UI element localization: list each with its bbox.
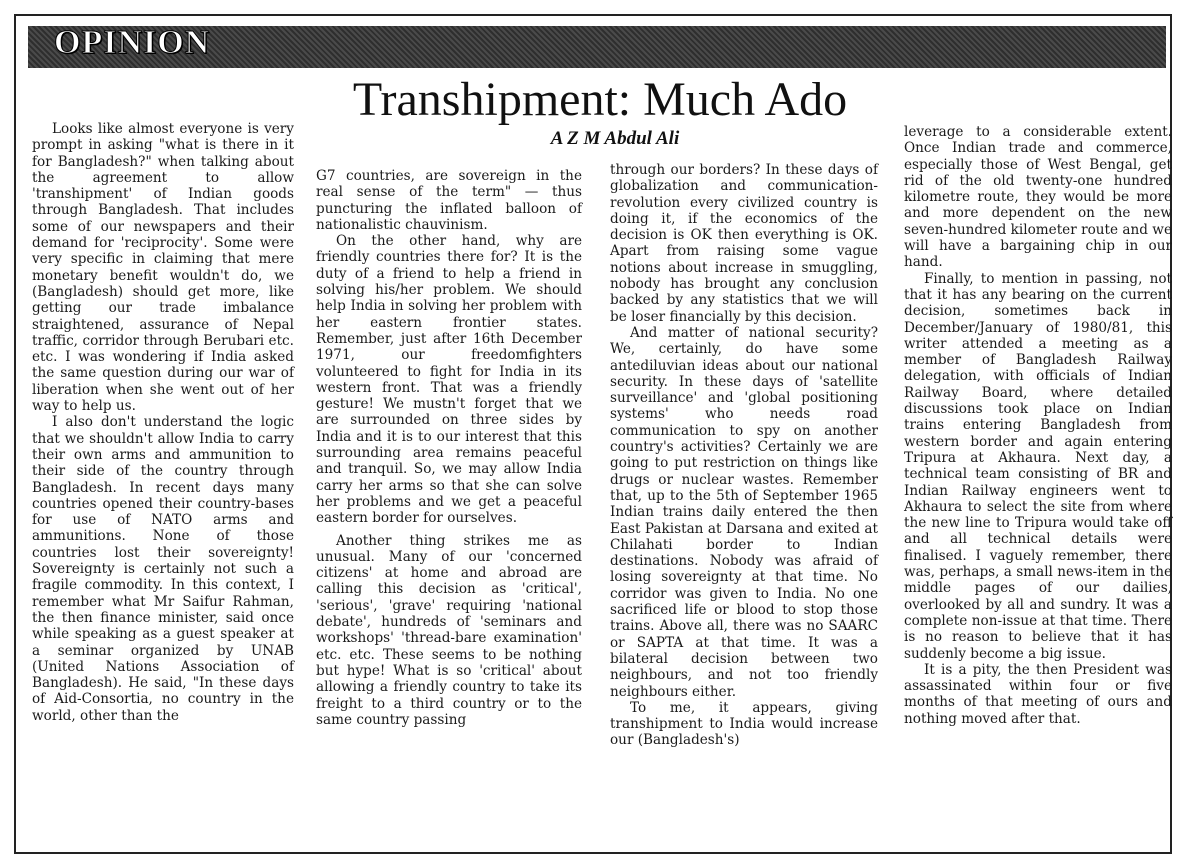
article-headline: Transhipment: Much Ado [352, 73, 848, 126]
paragraph: leverage to a considerable extent. Once Indian trade and commerce, especially those of West Bengal, get rid of the old twenty-one hundred kilometre route, they would be more and more dependent on the new seven-hundred kilometer route and we will have a bargaining chip in our hand. [904, 124, 1172, 271]
paragraph: On the other hand, why are friendly countries there for? It is the duty of a friend to help a friend in solving his/her problem. We should help India in solving her problem with her eastern frontier states. Remember, just after 16th December 1971, our freedomfighters volunteered to fight for India in its western front. That was a friendly gesture! We mustn't forget that we are surrounded on three sides by India and it is to our interest that this surrounding area remains peaceful and tranquil. So, we may allow India carry her arms so that she can solve her problems and we get a peaceful eastern border for ourselves. [316, 233, 582, 527]
text-column-1 [32, 121, 294, 724]
section-label: OPINION [54, 24, 211, 61]
text-column-2 [316, 168, 582, 728]
paragraph: I also don't understand the logic that we shouldn't allow India to carry their own arms and ammunition to their side of the country through Bangladesh. In recent days many countries opened their country-bases for use of NATO arms and ammunitions. None of those countries lost their sovereignty! Sovereignty is certainly not such a fragile commodity. In this context, I remember what Mr Saifur Rahman, the then finance minister, said once while speaking as a guest speaker at a seminar organized by UNAB (United Nations Association of Bangladesh). He said, "In these days of Aid-Consortia, no country in the world, other than the [32, 414, 294, 724]
paragraph: And matter of national security? We, certainly, do have some antediluvian ideas about our national security. In these days of 'satellite surveillance' and 'global positioning systems' who needs road communication to spy on another country's activities? Certainly we are going to put restriction on things like drugs or nuclear wastes. Remember that, up to the 5th of September 1965 Indian trains daily entered the then East Pakistan at Darsana and exited at Chilahati border to Indian destinations. Nobody was afraid of losing sovereignty at that time. No corridor was given to India. No one sacrificed life or blood to stop those trains. Above all, there was no SAARC or SAPTA at that time. It was a bilateral decision between two neighbours, and not too friendly neighbours either. [610, 324, 878, 700]
text-column-3 [610, 162, 878, 749]
paragraph: Finally, to mention in passing, not that it has any bearing on the current decision, sometimes back in December/January of 1980/81, this writer attended a meeting as a member of Bangladesh Railway delegation, with officials of Indian Railway Board, where detailed discussions took place on Indian trains entering Bangladesh from western border and again entering Tripura at Akhaura. Next day, a technical team consisting of BR and Indian Railway engineers went to Akhaura to select the site from where the new line to Tripura would take off and all technical details were finalised. I vaguely remember, there was, perhaps, a small news-item in the middle pages of our dailies, overlooked by all and sundry. It was a complete non-issue at that time. There is no reason to believe that it has suddenly become a big issue. [904, 270, 1172, 662]
paragraph: Another thing strikes me as unusual. Many of our 'concerned citizens' at home and abroad are calling this decision as 'critical', 'serious', 'grave' requiring 'national debate', hundreds of 'seminars and workshops' 'thread-bare examination' etc. etc. These seems to be nothing but hype! What is so 'critical' about allowing a friendly country to take its freight to a third country or to the same country passing [316, 532, 582, 728]
paragraph: To me, it appears, giving transhipment to India would increase our (Bangladesh's) [610, 699, 878, 749]
paragraph: G7 countries, are sovereign in the real sense of the term" — thus puncturing the inflated balloon of nationalistic chauvinism. [316, 168, 582, 233]
paragraph: It is a pity, the then President was assassinated within four or five months of that meeting of ours and nothing moved after that. [904, 661, 1172, 727]
paragraph: through our borders? In these days of globalization and communication-revolution every civilized country is doing it, if the economics of the decision is OK then everything is OK. Apart from raising some vague notions about increase in smuggling, nobody has brought any conclusion backed by any statistics that we will be loser financially by this decision. [610, 162, 878, 325]
paragraph: Looks like almost everyone is very prompt in asking "what is there in it for Bangladesh?" when talking about the agreement to allow 'transhipment' of Indian goods through Bangladesh. That includes some of our newspapers and their demand for 'reciprocity'. Some were very specific in claiming that mere monetary benefit wouldn't do, we (Bangladesh) should get more, like getting our trade imbalance straightened, assurance of Nepal traffic, corridor through Berubari etc. etc. I was wondering if India asked the same question during our war of liberation when she went out of her way to help us. [32, 121, 294, 415]
text-column-4 [904, 124, 1172, 727]
article-byline: A Z M Abdul Ali [550, 128, 680, 149]
